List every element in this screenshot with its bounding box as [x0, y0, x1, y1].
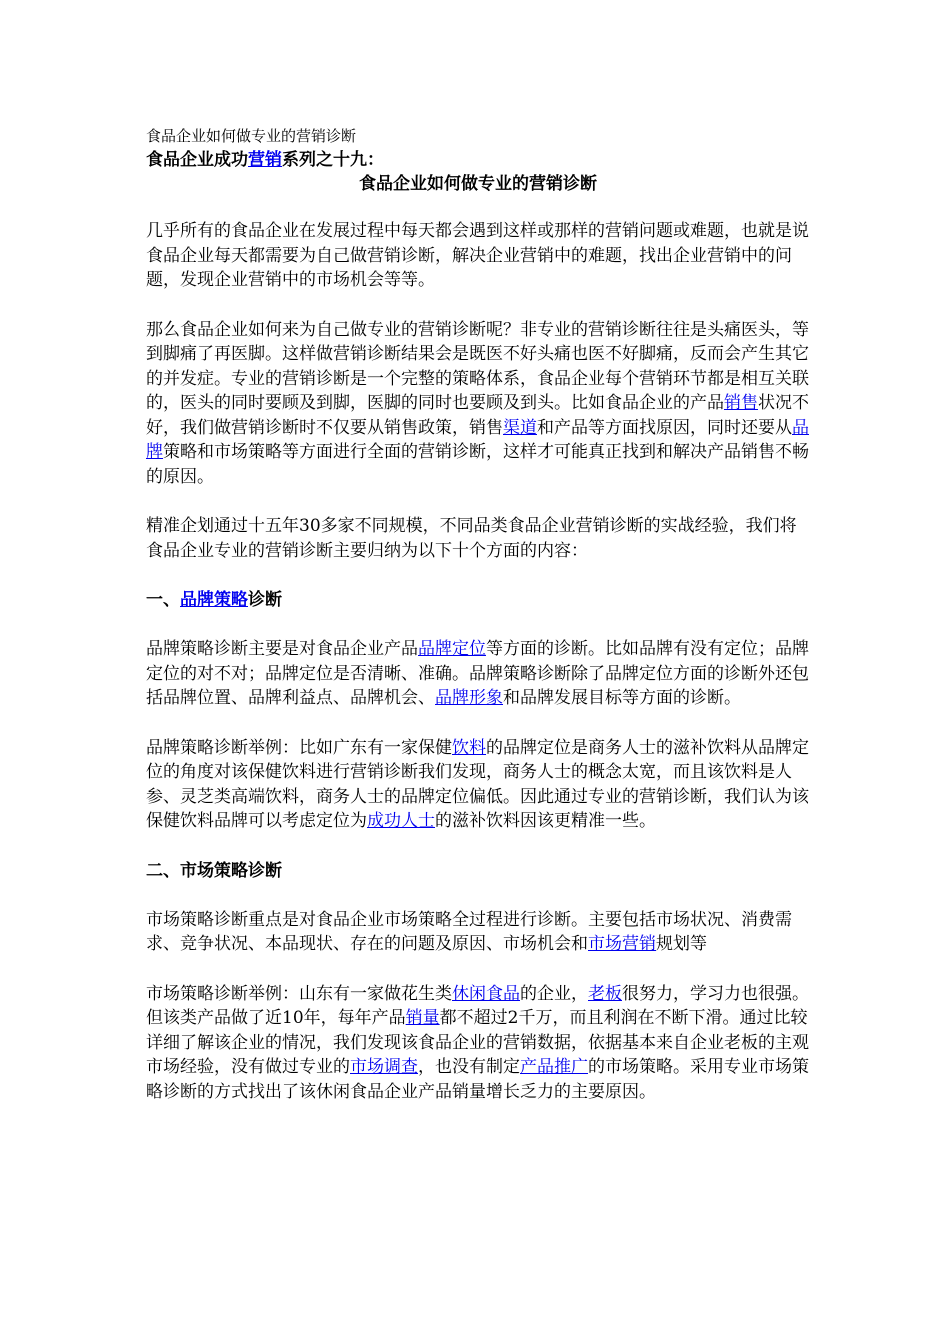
intro-paragraph: 几乎所有的食品企业在发展过程中每天都会遇到这样或那样的营销问题或难题，也就是说食品企业每天都需要为自己做营销诊断，解决企业营销中的难题，找出企业营销中的问题，发现企业营销中的市场机会等等。: [146, 221, 809, 290]
sales-link[interactable]: 销售: [724, 393, 758, 413]
text-run: 的企业，: [520, 983, 588, 1004]
brand-link[interactable]: 品牌: [146, 417, 809, 462]
document-body: [146, 126, 810, 1104]
snack-food-link[interactable]: 休闲食品: [452, 983, 520, 1004]
document-title: 食品企业如何做专业的营销诊断: [146, 127, 357, 145]
spacer: [146, 293, 810, 318]
text-run: 市场策略诊断举例：山东有一家做花生类: [146, 983, 452, 1004]
spacer: [146, 196, 810, 219]
series-heading-suffix: 系列之十九：: [282, 150, 384, 170]
sales-volume-link[interactable]: 销量: [405, 1008, 440, 1028]
marketing-link[interactable]: 营销: [248, 150, 282, 170]
text-run: 的品牌定位是商务人士的滋补饮料从品牌定位的角度对该保健饮料进行营销诊断我们发现，商务人士的概念太宽，而且该饮料是人参、灵芝类高端饮料，商务人士的品牌定位偏低。因此通过专业的营销诊断，我们认为该保健饮料品牌可以考虑定位为: [146, 737, 809, 831]
brand-strategy-example-paragraph: [146, 736, 810, 834]
spacer: [146, 957, 810, 982]
market-research-link[interactable]: 市场调查: [350, 1057, 418, 1077]
section-number: 一、: [146, 590, 180, 610]
channel-link[interactable]: 渠道: [503, 417, 537, 438]
brand-strategy-paragraph: [146, 637, 810, 711]
text-run: 等方面的诊断。比如品牌有没有定位；品牌定位的对不对；品牌定位是否清晰、准确。品牌策略诊断除了品牌定位方面的诊断外还包括品牌位置、品牌利益点、品牌机会、: [146, 639, 809, 708]
spacer: [146, 563, 810, 588]
section-heading-brand-strategy: [146, 588, 810, 612]
market-marketing-link[interactable]: 市场营销: [588, 934, 656, 954]
summary-paragraph: 精准企划通过十五年30多家不同规模，不同品类食品企业营销诊断的实战经验，我们将食品企业专业的营销诊断主要归纳为以下十个方面的内容：: [146, 516, 797, 561]
diagnosis-approach-paragraph: [146, 318, 810, 490]
text-run: 市场策略诊断重点是对食品企业市场策略全过程进行诊断。主要包括市场状况、消费需求、竞争状况、本品现状、存在的问题及原因、市场机会和: [146, 909, 792, 954]
section-heading-suffix: 诊断: [248, 590, 282, 610]
product-promotion-link[interactable]: 产品推广: [520, 1057, 588, 1077]
spacer: [146, 711, 810, 736]
text-run: 状况不好，我们做营销诊断时不仅要从销售政策，销售: [146, 393, 809, 438]
spacer: [146, 612, 810, 637]
boss-link[interactable]: 老板: [588, 983, 622, 1004]
text-run: 策略和市场策略等方面进行全面的营销诊断，这样才可能真正找到和解决产品销售不畅的原因。: [146, 442, 809, 487]
successful-people-link[interactable]: 成功人士: [367, 811, 435, 831]
market-strategy-example-paragraph: [146, 982, 810, 1105]
section-heading-market-strategy: 二、市场策略诊断: [146, 860, 282, 881]
text-run: 规划等: [656, 934, 707, 954]
text-run: 很努力，学习力也很强。但该类产品做了近10年，每年产品: [146, 983, 809, 1028]
brand-strategy-link[interactable]: 品牌策略: [180, 590, 248, 610]
beverage-link[interactable]: 饮料: [452, 737, 486, 758]
text-run: ，也没有制定: [418, 1057, 520, 1077]
spacer: [146, 489, 810, 514]
series-heading: [146, 148, 810, 172]
brand-image-link[interactable]: 品牌形象: [435, 688, 503, 708]
article-subtitle: 食品企业如何做专业的营销诊断: [359, 174, 597, 194]
text-run: 和产品等方面找原因，同时还要从: [537, 417, 792, 438]
text-run: 品牌策略诊断主要是对食品企业产品: [146, 639, 418, 659]
text-run: 的滋补饮料因该更精准一些。: [435, 811, 656, 831]
market-strategy-paragraph: [146, 908, 810, 957]
text-run: 的市场策略。采用专业市场策略诊断的方式找出了该休闲食品企业产品销量增长乏力的主要原因。: [146, 1057, 809, 1102]
spacer: [146, 834, 810, 859]
text-run: 和品牌发展目标等方面的诊断。: [503, 688, 741, 708]
brand-positioning-link[interactable]: 品牌定位: [418, 639, 486, 659]
spacer: [146, 883, 810, 908]
series-heading-prefix: 食品企业成功: [146, 150, 248, 170]
text-run: 都不超过2千万，而且利润在不断下滑。通过比较详细了解该企业的情况，我们发现该食品企业的营销数据，依据基本来自企业老板的主观市场经验，没有做过专业的: [146, 1008, 809, 1077]
text-run: 品牌策略诊断举例：比如广东有一家保健: [146, 737, 452, 758]
text-run: 那么食品企业如何来为自己做专业的营销诊断呢？非专业的营销诊断往往是头痛医头，等到脚痛了再医脚。这样做营销诊断结果会是既医不好头痛也医不好脚痛，反而会产生其它的并发症。专业的营销诊断是一个完整的策略体系，食品企业每个营销环节都是相互关联的，医头的同时要顾及到脚，医脚的同时也要顾及到头。比如食品企业的产品: [146, 319, 809, 413]
